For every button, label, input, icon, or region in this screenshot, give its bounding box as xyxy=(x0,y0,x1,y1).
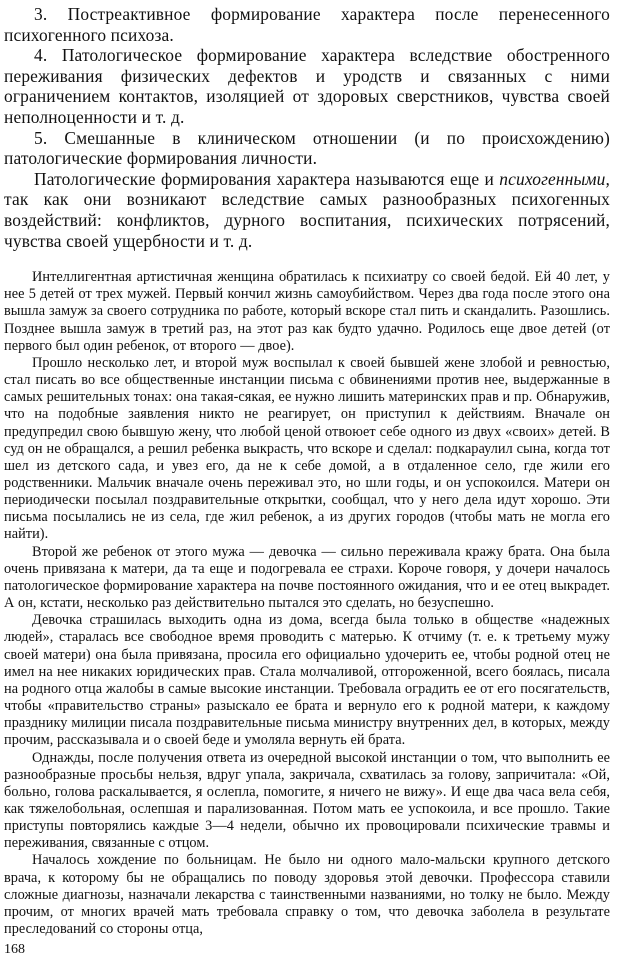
case-paragraph: Началось хождение по больницам. Не было ни одного мало-мальски крупного детского врача, к которому бы не обращались по поводу здоровья этой девочки. Профессора ставили сложные диагнозы, назначали лекарства с таинственными названиями, но толку не было. Между прочим, от многих врачей мать требовала справку о том, что девочка заболела в результате преследований со стороны отца, xyxy=(4,852,610,938)
case-paragraph: Однажды, после получения ответа из очередной высокой инстанции о том, что выполнить ее разнообразные просьбы нельзя, вдруг упала, закричала, схватилась за голову, запричитала: «Ой, больно, голова раскалывается, я ослепла, помогите, я ничего не вижу». И еще два часа вела себя, как тяжелобольная, ослепшая и парализованная. Потом мать ее успокоила, и все прошло. Такие приступы повторялись каждые 3—4 недели, обычно их провоцировали психические травмы и переживания, связанные с отцом. xyxy=(4,749,610,852)
list-item-5: 5. Смешанные в клиническом отношении (и по происхождению) патологические формирования личности. xyxy=(4,127,610,169)
definition-paragraph xyxy=(4,169,610,251)
psychogenic-term: психогенными, xyxy=(499,168,610,189)
list-item-4: 4. Патологическое формирование характера вследствие обостренного переживания физических дефектов и уродств и связанных с ними ограничением контактов, изоляцией от здоровых сверстников, чувства своей неполноценности и т. д. xyxy=(4,45,610,127)
case-paragraph: Девочка страшилась выходить одна из дома, всегда была только в обществе «надежных людей», старалась все свободное время проводить с матерью. К отчиму (т. е. к третьему мужу своей матери) она была привязана, просила его официально удочерить ее, чтобы родной отец не имел на нее никаких юридических прав. Стала молчаливой, отгороженной, всего боялась, писала на родного отца жалобы в самые высокие инстанции. Требовала оградить ее от его посягательств, чтобы «правительство страны» разыскало ее брата и вернуло его к родной матери, к каждому празднику милиции писала поздравительные письма министру внутренних дел, в которых, между прочим, рассказывала и о своей беде и умоляла вернуть ей брата. xyxy=(4,612,610,749)
page-number: 168 xyxy=(4,942,25,957)
definition-text-start: Патологические формирования характера называются еще и xyxy=(34,168,500,189)
classification-list xyxy=(4,4,610,251)
definition-text-end: так как они возникают вследствие самых разнообразных психогенных воздействий: конфликтов, дурного воспитания, психических потрясений, чувства своей ущербности и т. д. xyxy=(4,189,610,251)
list-item-3: 3. Постреактивное формирование характера после перенесенного психогенного психоза. xyxy=(4,4,610,45)
case-paragraph: Второй же ребенок от этого мужа — девочка — сильно переживала кражу брата. Она была очень привязана к матери, да та еще и подогревала ее страхи. Короче говоря, у дочери началось патологическое формирование характера на почве постоянного ожидания, что и ее отец выкрадет. А он, кстати, несколько раз действительно пытался это сделать, но безуспешно. xyxy=(4,543,610,612)
section-gap xyxy=(4,251,610,269)
case-paragraph: Прошло несколько лет, и второй муж воспылал к своей бывшей жене злобой и ревностью, стал писать во все общественные инстанции письма с обвинениями против нее, выдержанные в самых решительных тонах: она такая-сякая, ее нужно лишить материнских прав и пр. Обнаружив, что на подобные заявления никто не реагирует, он приступил к действиям. Вначале он предупредил свою бывшую жену, что любой ценой отвоюет себе одного из двух «своих» детей. В суд он не обращался, а решил ребенка выкрасть, что вскоре и сделал: подкараулил сына, когда тот шел из детского сада, и увез его, да не к себе домой, а в отдаленное село, где жили его родственники. Мальчик вначале очень переживал это, но шли годы, и он успокоился. Матери он периодически посылал поздравительные открытки, сообщал, что у него дела идут хорошо. Эти письма посылались не из села, где жил ребенок, а из других городов (чтобы мать не могла его найти). xyxy=(4,354,610,543)
case-study xyxy=(4,269,610,938)
case-paragraph: Интеллигентная артистичная женщина обратилась к психиатру со своей бедой. Ей 40 лет, у нее 5 детей от трех мужей. Первый кончил жизнь самоубийством. Через два года после этого она вышла замуж за своего сотрудника по работе, который вскоре стал пить и скандалить. Разошлись. Позднее вышла замуж в третий раз, на этот раз как будто удачно. Родилось еще двое детей (от первого был один ребенок, от второго — двое). xyxy=(4,269,610,354)
